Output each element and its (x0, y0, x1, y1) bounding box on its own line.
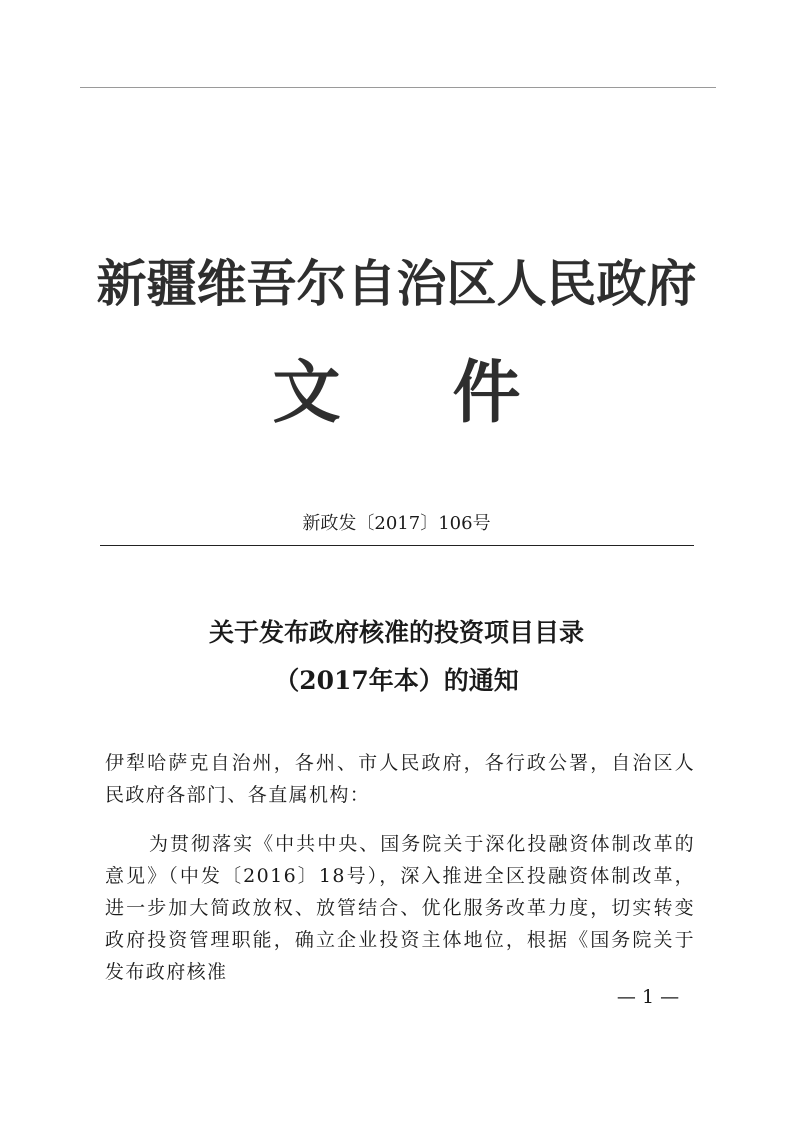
notice-title-line-1: 关于发布政府核准的投资项目目录 (208, 618, 584, 647)
header-top-rule (80, 87, 716, 88)
issuing-authority: 新疆维吾尔自治区人民政府 (96, 255, 697, 313)
body-paragraph: 为贯彻落实《中共中央、国务院关于深化投融资体制改革的意见》（中发〔2016〕18号），深入推进全区投融资体制改革，进一步加大简政放权、放管结合、优化服务改革力度，切实转变政府投资管理职能，确立企业投资主体地位，根据《国务院关于发布政府核准 (105, 833, 695, 983)
notice-title-line-2: （2017年本）的通知 (274, 666, 519, 695)
addressee: 伊犁哈萨克自治州，各州、市人民政府，各行政公署，自治区人民政府各部门、各直属机构： (105, 752, 695, 806)
document-number: 新政发〔2017〕106号 (302, 513, 491, 534)
page-number: — 1 — (616, 986, 680, 1008)
header-separator-rule (100, 545, 694, 546)
document-type-heading: 文件 (272, 354, 633, 433)
